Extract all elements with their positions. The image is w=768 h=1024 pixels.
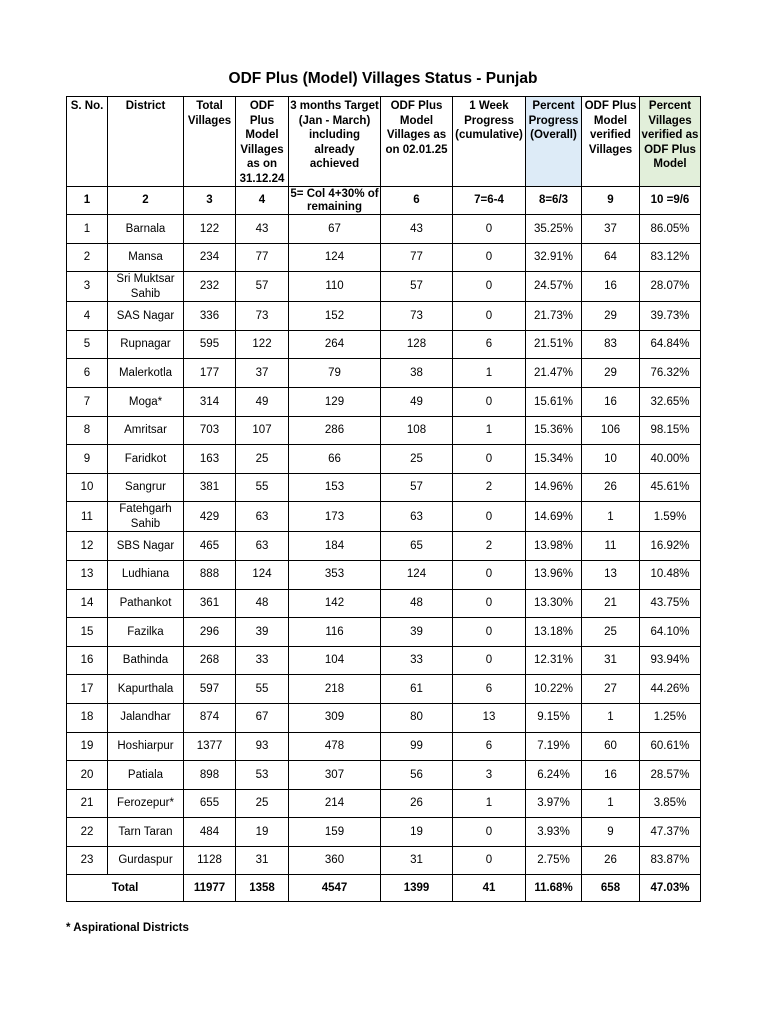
- cell-odf-31-12-24: 49: [236, 387, 289, 416]
- cell-verified-villages: 16: [582, 387, 640, 416]
- cell-total-villages: 177: [184, 359, 236, 388]
- cell-total-villages: 163: [184, 445, 236, 474]
- cell-percent-progress: 3.93%: [526, 818, 582, 847]
- cell-week-progress: 3: [453, 761, 526, 790]
- cell-target: 104: [289, 646, 381, 675]
- total-verified-villages: 658: [582, 875, 640, 902]
- cell-odf-31-12-24: 67: [236, 703, 289, 732]
- cell-district: Faridkot: [108, 445, 184, 474]
- cell-target: 67: [289, 215, 381, 244]
- cell-district: Fatehgarh Sahib: [108, 502, 184, 532]
- cell-percent-verified: 76.32%: [640, 359, 701, 388]
- cell-odf-02-01-25: 56: [381, 761, 453, 790]
- cell-sno: 4: [67, 302, 108, 331]
- table-row: [67, 387, 701, 416]
- table-row: [67, 502, 701, 532]
- cell-percent-verified: 86.05%: [640, 215, 701, 244]
- cell-district: SAS Nagar: [108, 302, 184, 331]
- cell-target: 478: [289, 732, 381, 761]
- cell-total-villages: 703: [184, 416, 236, 445]
- header-percent-verified: Percent Villages verified as ODF Plus Model: [640, 97, 701, 187]
- cell-percent-progress: 10.22%: [526, 675, 582, 704]
- cell-district: Mansa: [108, 243, 184, 272]
- cell-verified-villages: 16: [582, 272, 640, 302]
- cell-verified-villages: 1: [582, 789, 640, 818]
- cell-total-villages: 381: [184, 473, 236, 502]
- cell-odf-02-01-25: 33: [381, 646, 453, 675]
- column-index-odf-02-01-25: 6: [381, 187, 453, 215]
- cell-district: Hoshiarpur: [108, 732, 184, 761]
- cell-odf-02-01-25: 49: [381, 387, 453, 416]
- cell-verified-villages: 13: [582, 560, 640, 589]
- cell-week-progress: 0: [453, 589, 526, 618]
- cell-odf-31-12-24: 73: [236, 302, 289, 331]
- table-row: [67, 646, 701, 675]
- total-row: [67, 875, 701, 902]
- cell-odf-02-01-25: 128: [381, 330, 453, 359]
- cell-odf-02-01-25: 48: [381, 589, 453, 618]
- cell-total-villages: 268: [184, 646, 236, 675]
- column-index-target: 5= Col 4+30% of remaining: [290, 187, 379, 213]
- total-target: 4547: [289, 875, 381, 902]
- column-index-sno: 1: [67, 187, 108, 215]
- cell-percent-verified: 64.84%: [640, 330, 701, 359]
- cell-district: Ludhiana: [108, 560, 184, 589]
- cell-target: 66: [289, 445, 381, 474]
- cell-week-progress: 2: [453, 532, 526, 561]
- cell-odf-02-01-25: 124: [381, 560, 453, 589]
- page-title: ODF Plus (Model) Villages Status - Punjab: [228, 70, 538, 87]
- cell-week-progress: 0: [453, 502, 526, 532]
- table-row: [67, 359, 701, 388]
- cell-district: Patiala: [108, 761, 184, 790]
- cell-week-progress: 0: [453, 445, 526, 474]
- cell-odf-31-12-24: 33: [236, 646, 289, 675]
- cell-target: 173: [289, 502, 381, 532]
- cell-verified-villages: 83: [582, 330, 640, 359]
- cell-district: Sangrur: [108, 473, 184, 502]
- cell-verified-villages: 106: [582, 416, 640, 445]
- cell-verified-villages: 27: [582, 675, 640, 704]
- cell-percent-verified: 45.61%: [640, 473, 701, 502]
- cell-percent-progress: 12.31%: [526, 646, 582, 675]
- cell-odf-02-01-25: 63: [381, 502, 453, 532]
- header-row: [67, 97, 701, 187]
- cell-percent-verified: 16.92%: [640, 532, 701, 561]
- cell-sno: 18: [67, 703, 108, 732]
- cell-percent-progress: 21.73%: [526, 302, 582, 331]
- cell-week-progress: 6: [453, 330, 526, 359]
- cell-odf-31-12-24: 63: [236, 532, 289, 561]
- cell-target: 214: [289, 789, 381, 818]
- table-row: [67, 445, 701, 474]
- table-row: [67, 243, 701, 272]
- table-row: [67, 589, 701, 618]
- cell-odf-31-12-24: 55: [236, 473, 289, 502]
- column-index-row: [67, 187, 701, 215]
- header-total-villages: Total Villages: [184, 97, 236, 187]
- cell-percent-progress: 14.69%: [526, 502, 582, 532]
- cell-target: 184: [289, 532, 381, 561]
- column-index-percent-verified: 10 =9/6: [640, 187, 701, 215]
- cell-percent-verified: 83.12%: [640, 243, 701, 272]
- cell-sno: 6: [67, 359, 108, 388]
- table-row: [67, 473, 701, 502]
- header-odf-31-12-24: ODF Plus Model Villages as on 31.12.24: [236, 97, 289, 187]
- cell-sno: 11: [67, 502, 108, 532]
- cell-target: 264: [289, 330, 381, 359]
- cell-percent-progress: 2.75%: [526, 846, 582, 875]
- cell-odf-31-12-24: 77: [236, 243, 289, 272]
- table-row: [67, 789, 701, 818]
- cell-week-progress: 0: [453, 646, 526, 675]
- cell-week-progress: 1: [453, 359, 526, 388]
- cell-percent-progress: 13.98%: [526, 532, 582, 561]
- cell-percent-verified: 60.61%: [640, 732, 701, 761]
- header-sno: S. No.: [67, 97, 108, 187]
- header-district: District: [108, 97, 184, 187]
- cell-total-villages: 1377: [184, 732, 236, 761]
- cell-percent-progress: 15.61%: [526, 387, 582, 416]
- column-index-district: 2: [108, 187, 184, 215]
- cell-district: Pathankot: [108, 589, 184, 618]
- cell-total-villages: 336: [184, 302, 236, 331]
- cell-target: 110: [289, 272, 381, 302]
- cell-total-villages: 874: [184, 703, 236, 732]
- cell-percent-progress: 6.24%: [526, 761, 582, 790]
- cell-percent-verified: 98.15%: [640, 416, 701, 445]
- cell-total-villages: 296: [184, 618, 236, 647]
- cell-percent-verified: 28.57%: [640, 761, 701, 790]
- cell-percent-verified: 64.10%: [640, 618, 701, 647]
- cell-target: 129: [289, 387, 381, 416]
- cell-sno: 3: [67, 272, 108, 302]
- cell-verified-villages: 1: [582, 703, 640, 732]
- cell-odf-02-01-25: 61: [381, 675, 453, 704]
- table-row: [67, 532, 701, 561]
- column-index-week-progress: 7=6-4: [453, 187, 526, 215]
- cell-odf-02-01-25: 73: [381, 302, 453, 331]
- cell-target: 159: [289, 818, 381, 847]
- cell-target: 124: [289, 243, 381, 272]
- cell-odf-02-01-25: 19: [381, 818, 453, 847]
- cell-district: Jalandhar: [108, 703, 184, 732]
- table-body: [67, 187, 701, 902]
- cell-target: 360: [289, 846, 381, 875]
- table-row: [67, 818, 701, 847]
- cell-verified-villages: 10: [582, 445, 640, 474]
- table-row: [67, 761, 701, 790]
- cell-odf-02-01-25: 43: [381, 215, 453, 244]
- cell-sno: 16: [67, 646, 108, 675]
- cell-sno: 2: [67, 243, 108, 272]
- cell-percent-progress: 9.15%: [526, 703, 582, 732]
- header-verified-villages: ODF Plus Model verified Villages: [582, 97, 640, 187]
- cell-district: Sri Muktsar Sahib: [108, 272, 184, 302]
- cell-target: 116: [289, 618, 381, 647]
- cell-odf-02-01-25: 108: [381, 416, 453, 445]
- cell-total-villages: 595: [184, 330, 236, 359]
- cell-total-villages: 122: [184, 215, 236, 244]
- cell-verified-villages: 64: [582, 243, 640, 272]
- cell-week-progress: 1: [453, 789, 526, 818]
- cell-week-progress: 6: [453, 675, 526, 704]
- cell-target: 218: [289, 675, 381, 704]
- cell-odf-31-12-24: 122: [236, 330, 289, 359]
- cell-percent-verified: 44.26%: [640, 675, 701, 704]
- header-week-progress: 1 Week Progress (cumulative): [453, 97, 526, 187]
- cell-week-progress: 0: [453, 846, 526, 875]
- total-odf-31-12-24: 1358: [236, 875, 289, 902]
- cell-odf-31-12-24: 107: [236, 416, 289, 445]
- cell-verified-villages: 31: [582, 646, 640, 675]
- cell-odf-31-12-24: 37: [236, 359, 289, 388]
- cell-week-progress: 1: [453, 416, 526, 445]
- table-row: [67, 618, 701, 647]
- cell-percent-verified: 1.25%: [640, 703, 701, 732]
- cell-sno: 21: [67, 789, 108, 818]
- cell-percent-progress: 15.34%: [526, 445, 582, 474]
- cell-percent-verified: 32.65%: [640, 387, 701, 416]
- cell-target: 153: [289, 473, 381, 502]
- cell-week-progress: 2: [453, 473, 526, 502]
- header-target: 3 months Target (Jan - March) including already achieved: [289, 97, 381, 187]
- cell-district: Fazilka: [108, 618, 184, 647]
- cell-district: Gurdaspur: [108, 846, 184, 875]
- cell-sno: 10: [67, 473, 108, 502]
- cell-percent-verified: 1.59%: [640, 502, 701, 532]
- header-percent-progress: Percent Progress (Overall): [526, 97, 582, 187]
- cell-percent-verified: 93.94%: [640, 646, 701, 675]
- cell-verified-villages: 1: [582, 502, 640, 532]
- cell-sno: 13: [67, 560, 108, 589]
- cell-week-progress: 0: [453, 818, 526, 847]
- cell-total-villages: 655: [184, 789, 236, 818]
- cell-odf-31-12-24: 31: [236, 846, 289, 875]
- cell-district: Bathinda: [108, 646, 184, 675]
- cell-percent-verified: 10.48%: [640, 560, 701, 589]
- cell-odf-31-12-24: 63: [236, 502, 289, 532]
- cell-district: Ferozepur*: [108, 789, 184, 818]
- cell-target: 309: [289, 703, 381, 732]
- cell-odf-02-01-25: 26: [381, 789, 453, 818]
- cell-odf-31-12-24: 43: [236, 215, 289, 244]
- cell-percent-progress: 3.97%: [526, 789, 582, 818]
- cell-sno: 20: [67, 761, 108, 790]
- cell-target: 79: [289, 359, 381, 388]
- table-row: [67, 416, 701, 445]
- header-odf-02-01-25: ODF Plus Model Villages as on 02.01.25: [381, 97, 453, 187]
- total-percent-verified: 47.03%: [640, 875, 701, 902]
- cell-target: 152: [289, 302, 381, 331]
- cell-percent-verified: 43.75%: [640, 589, 701, 618]
- cell-district: Malerkotla: [108, 359, 184, 388]
- cell-odf-02-01-25: 31: [381, 846, 453, 875]
- cell-odf-31-12-24: 93: [236, 732, 289, 761]
- cell-verified-villages: 29: [582, 302, 640, 331]
- cell-sno: 23: [67, 846, 108, 875]
- table-row: [67, 215, 701, 244]
- cell-odf-02-01-25: 99: [381, 732, 453, 761]
- column-index-verified-villages: 9: [582, 187, 640, 215]
- total-total-villages: 11977: [184, 875, 236, 902]
- cell-percent-progress: 35.25%: [526, 215, 582, 244]
- villages-status-table: [66, 96, 701, 902]
- table-row: [67, 272, 701, 302]
- table-row: [67, 302, 701, 331]
- cell-percent-verified: 47.37%: [640, 818, 701, 847]
- cell-odf-31-12-24: 25: [236, 789, 289, 818]
- cell-verified-villages: 9: [582, 818, 640, 847]
- cell-verified-villages: 26: [582, 473, 640, 502]
- cell-district: Kapurthala: [108, 675, 184, 704]
- cell-sno: 5: [67, 330, 108, 359]
- cell-week-progress: 0: [453, 618, 526, 647]
- cell-target: 142: [289, 589, 381, 618]
- cell-week-progress: 0: [453, 215, 526, 244]
- cell-sno: 8: [67, 416, 108, 445]
- cell-sno: 7: [67, 387, 108, 416]
- cell-week-progress: 6: [453, 732, 526, 761]
- cell-verified-villages: 26: [582, 846, 640, 875]
- cell-total-villages: 234: [184, 243, 236, 272]
- cell-week-progress: 0: [453, 560, 526, 589]
- cell-total-villages: 898: [184, 761, 236, 790]
- cell-total-villages: 429: [184, 502, 236, 532]
- cell-sno: 22: [67, 818, 108, 847]
- cell-total-villages: 361: [184, 589, 236, 618]
- cell-percent-progress: 24.57%: [526, 272, 582, 302]
- cell-district: Tarn Taran: [108, 818, 184, 847]
- cell-percent-progress: 13.30%: [526, 589, 582, 618]
- cell-target: 353: [289, 560, 381, 589]
- cell-percent-verified: 40.00%: [640, 445, 701, 474]
- cell-odf-02-01-25: 57: [381, 272, 453, 302]
- cell-verified-villages: 60: [582, 732, 640, 761]
- cell-odf-31-12-24: 53: [236, 761, 289, 790]
- cell-odf-31-12-24: 57: [236, 272, 289, 302]
- table-row: [67, 560, 701, 589]
- cell-sno: 14: [67, 589, 108, 618]
- cell-odf-31-12-24: 124: [236, 560, 289, 589]
- cell-total-villages: 597: [184, 675, 236, 704]
- cell-verified-villages: 11: [582, 532, 640, 561]
- cell-percent-verified: 39.73%: [640, 302, 701, 331]
- cell-odf-02-01-25: 39: [381, 618, 453, 647]
- cell-odf-31-12-24: 25: [236, 445, 289, 474]
- cell-total-villages: 1128: [184, 846, 236, 875]
- cell-target: 286: [289, 416, 381, 445]
- table-row: [67, 330, 701, 359]
- cell-verified-villages: 16: [582, 761, 640, 790]
- cell-percent-progress: 15.36%: [526, 416, 582, 445]
- cell-odf-02-01-25: 38: [381, 359, 453, 388]
- total-label: Total: [67, 875, 184, 902]
- cell-percent-progress: 7.19%: [526, 732, 582, 761]
- cell-percent-progress: 21.51%: [526, 330, 582, 359]
- cell-total-villages: 465: [184, 532, 236, 561]
- cell-odf-02-01-25: 57: [381, 473, 453, 502]
- total-percent-progress: 11.68%: [526, 875, 582, 902]
- cell-week-progress: 0: [453, 387, 526, 416]
- cell-percent-verified: 28.07%: [640, 272, 701, 302]
- cell-week-progress: 0: [453, 272, 526, 302]
- cell-percent-progress: 14.96%: [526, 473, 582, 502]
- cell-odf-02-01-25: 25: [381, 445, 453, 474]
- cell-odf-31-12-24: 39: [236, 618, 289, 647]
- cell-total-villages: 484: [184, 818, 236, 847]
- cell-total-villages: 314: [184, 387, 236, 416]
- table-row: [67, 675, 701, 704]
- column-index-total-villages: 3: [184, 187, 236, 215]
- cell-week-progress: 13: [453, 703, 526, 732]
- cell-verified-villages: 29: [582, 359, 640, 388]
- table-row: [67, 703, 701, 732]
- cell-percent-verified: 3.85%: [640, 789, 701, 818]
- cell-odf-31-12-24: 19: [236, 818, 289, 847]
- cell-sno: 19: [67, 732, 108, 761]
- cell-district: Moga*: [108, 387, 184, 416]
- cell-district: Amritsar: [108, 416, 184, 445]
- cell-odf-31-12-24: 48: [236, 589, 289, 618]
- cell-district: Rupnagar: [108, 330, 184, 359]
- cell-sno: 17: [67, 675, 108, 704]
- cell-district: SBS Nagar: [108, 532, 184, 561]
- cell-odf-02-01-25: 65: [381, 532, 453, 561]
- cell-verified-villages: 25: [582, 618, 640, 647]
- cell-verified-villages: 37: [582, 215, 640, 244]
- cell-total-villages: 232: [184, 272, 236, 302]
- cell-percent-verified: 83.87%: [640, 846, 701, 875]
- cell-odf-31-12-24: 55: [236, 675, 289, 704]
- column-index-percent-progress: 8=6/3: [526, 187, 582, 215]
- cell-week-progress: 0: [453, 243, 526, 272]
- cell-odf-02-01-25: 77: [381, 243, 453, 272]
- footnote: * Aspirational Districts: [66, 922, 189, 934]
- cell-total-villages: 888: [184, 560, 236, 589]
- column-index-odf-31-12-24: 4: [236, 187, 289, 215]
- table-row: [67, 846, 701, 875]
- cell-percent-progress: 13.96%: [526, 560, 582, 589]
- cell-verified-villages: 21: [582, 589, 640, 618]
- cell-odf-02-01-25: 80: [381, 703, 453, 732]
- cell-percent-progress: 21.47%: [526, 359, 582, 388]
- cell-sno: 12: [67, 532, 108, 561]
- cell-target: 307: [289, 761, 381, 790]
- cell-district: Barnala: [108, 215, 184, 244]
- cell-percent-progress: 13.18%: [526, 618, 582, 647]
- total-week-progress: 41: [453, 875, 526, 902]
- cell-sno: 1: [67, 215, 108, 244]
- cell-percent-progress: 32.91%: [526, 243, 582, 272]
- cell-sno: 15: [67, 618, 108, 647]
- cell-week-progress: 0: [453, 302, 526, 331]
- total-odf-02-01-25: 1399: [381, 875, 453, 902]
- table-row: [67, 732, 701, 761]
- cell-sno: 9: [67, 445, 108, 474]
